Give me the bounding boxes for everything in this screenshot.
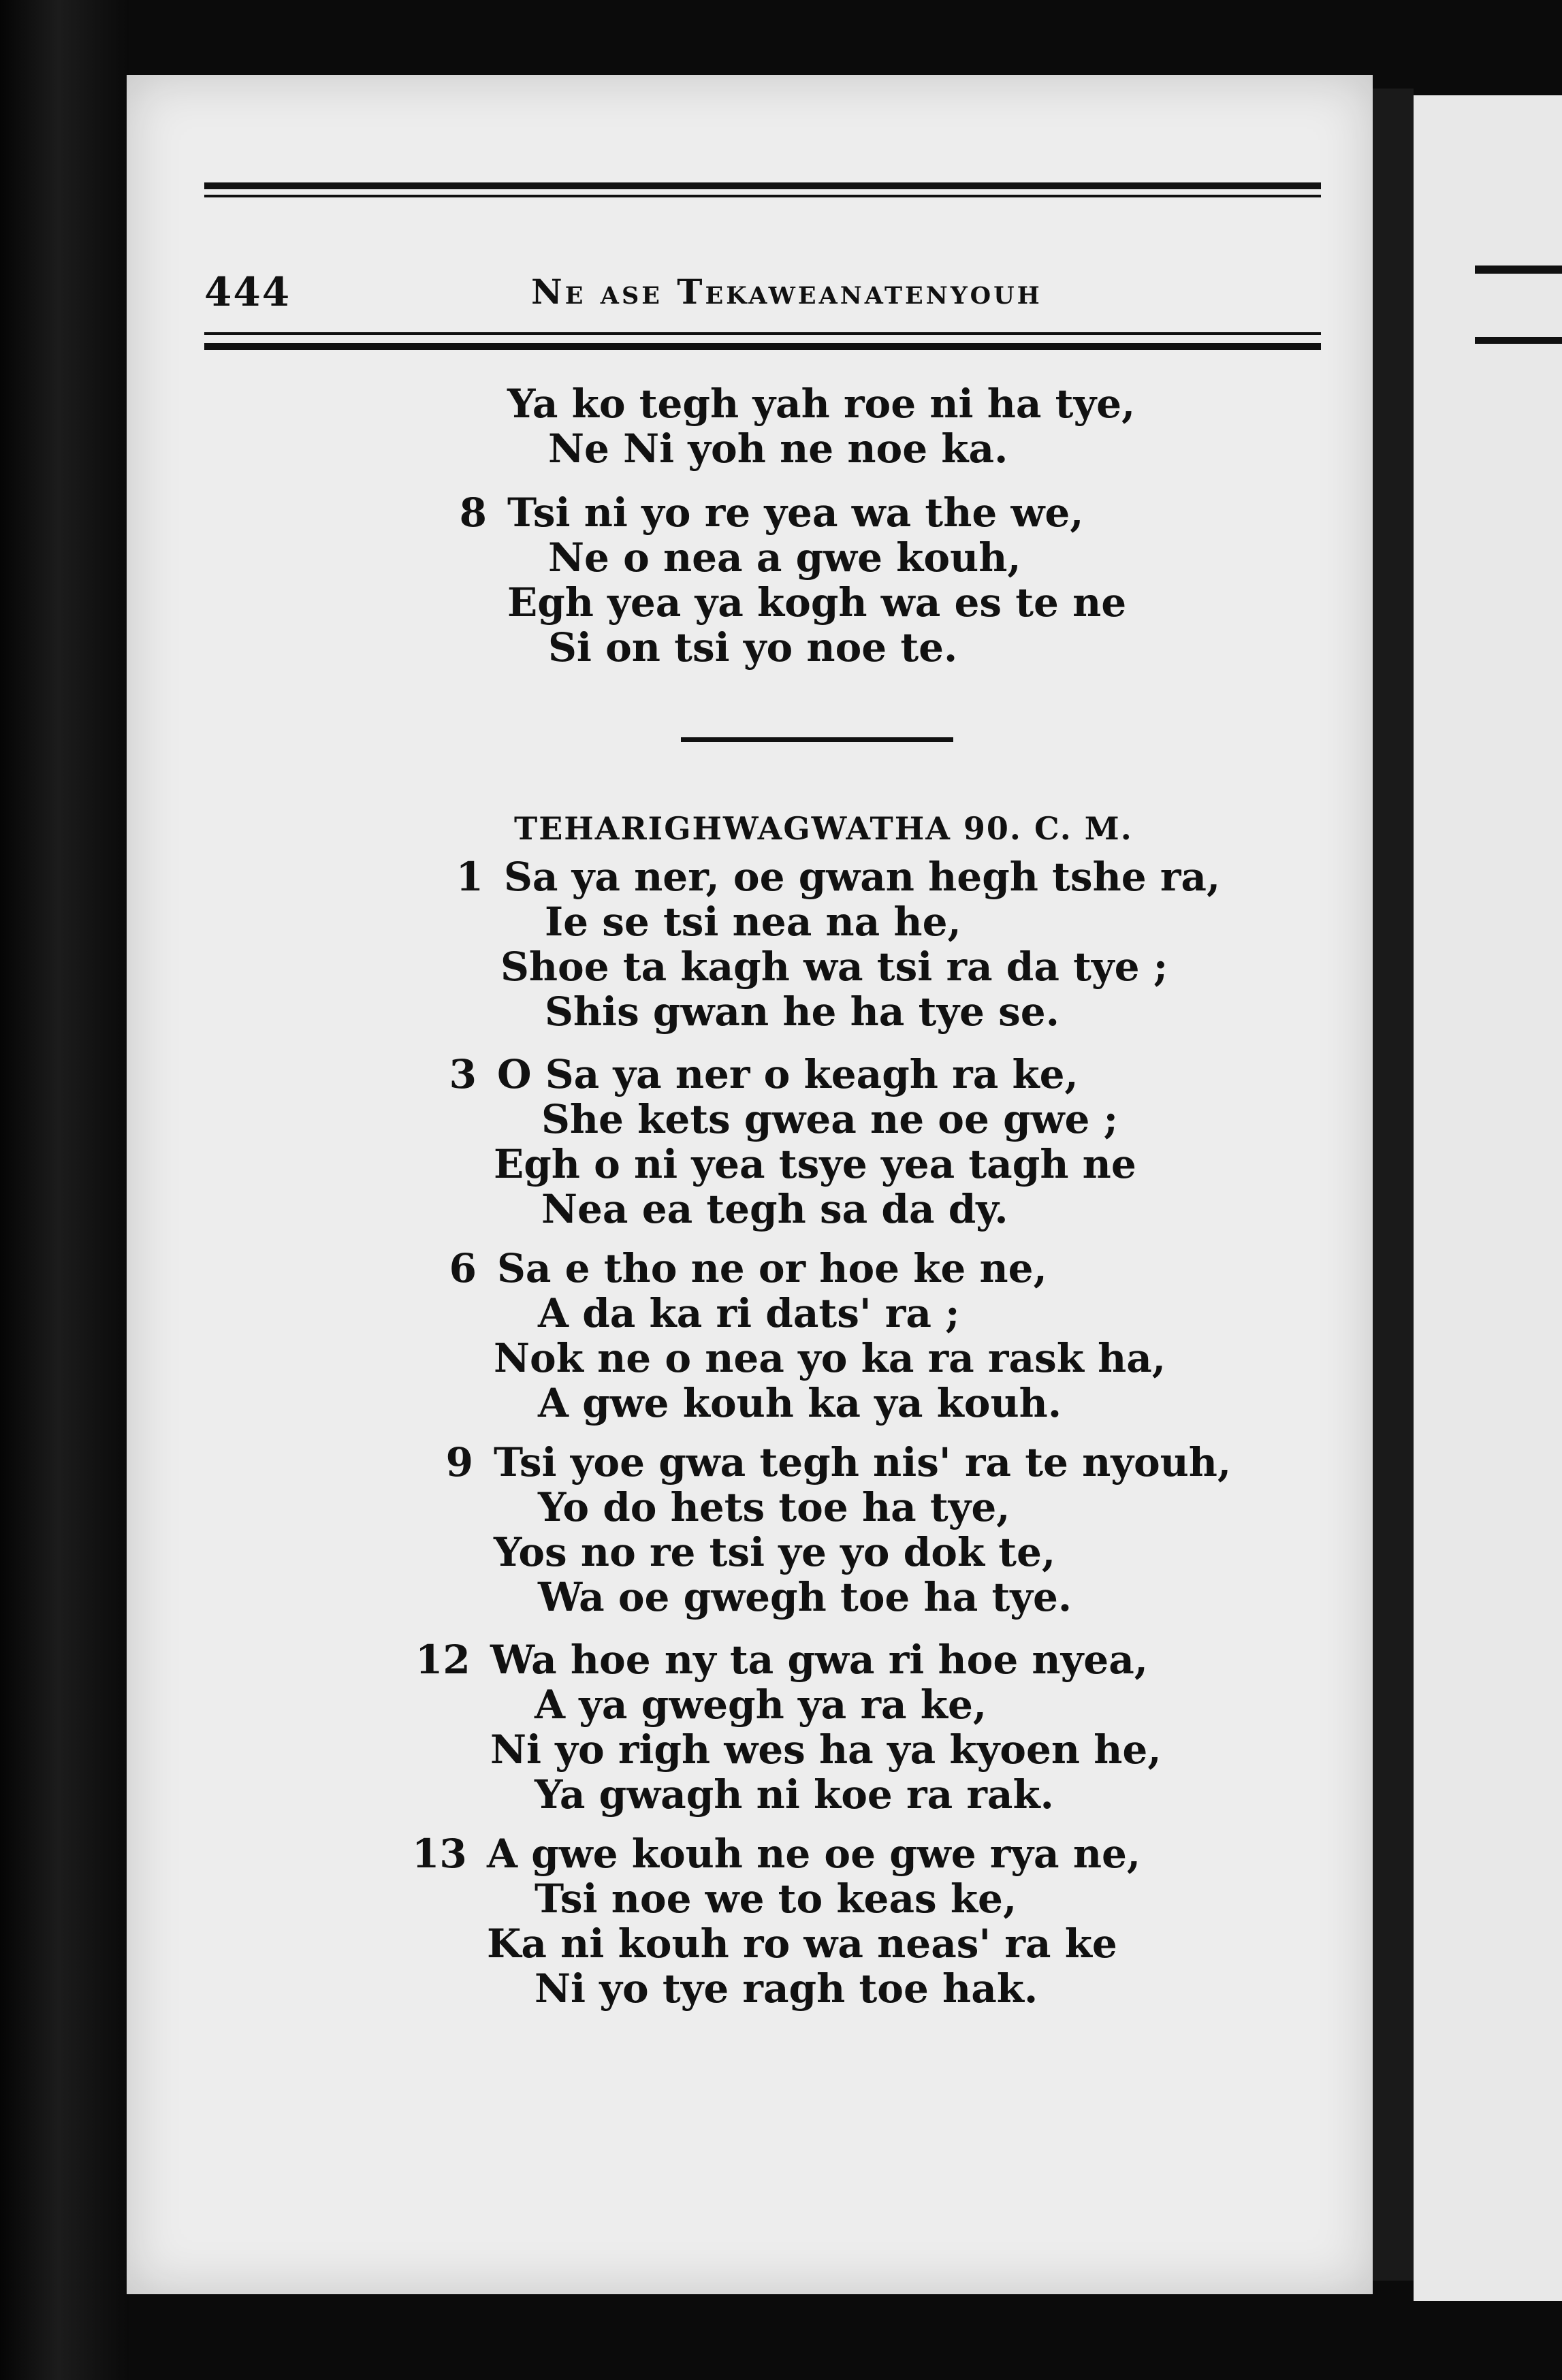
hymn-heading: TEHARIGHWAGWATHA 90. C. M. [514,810,1133,847]
verse-line: Egh o ni yea tsye yea tagh ne [494,1141,1136,1187]
verse-12 [409,1637,1239,1817]
verse-line: Tsi ni yo re yea wa the we, [507,489,1084,536]
verse-line: Shis gwan he ha tye se. [545,988,1059,1035]
verse-line: Shoe ta kagh wa tsi ra da tye ; [500,944,1168,990]
verse-8 [409,490,1239,670]
verse-line: Ne o nea a gwe kouh, [548,534,1021,581]
verse-line: Ya gwagh ni koe ra rak. [535,1771,1054,1818]
verse-1 [409,854,1239,1034]
verse-9 [409,1440,1239,1620]
verse-line: Ni yo tye ragh toe hak. [535,1965,1038,2012]
header-rule [204,343,1321,350]
verse-number: 12 [415,1637,471,1683]
verse-13 [409,1831,1239,2011]
continuation-verse [409,381,1239,471]
gutter-shadow [1373,89,1414,2281]
verse-line: Ne Ni yoh ne noe ka. [548,425,1008,472]
header-rule [204,182,1321,189]
header-rule [204,332,1321,335]
adjacent-page-edge [1414,95,1562,2301]
verse-line: Tsi noe we to keas ke, [535,1876,1017,1922]
verse-number: 1 [456,854,483,900]
verse-line: Yo do hets toe ha tye, [538,1484,1010,1530]
verse-6 [409,1246,1239,1426]
section-divider [681,737,953,742]
verse-line: Nea ea tegh sa da dy. [541,1186,1008,1232]
verse-line: Yos no re tsi ye yo dok te, [494,1529,1056,1575]
running-head [204,269,1321,323]
verse-line: Wa hoe ny ta gwa ri hoe nyea, [490,1637,1148,1683]
verse-line: Egh yea ya kogh wa es te ne [507,579,1127,626]
verse-line: She kets gwea ne oe gwe ; [541,1096,1119,1142]
verse-number: 8 [459,489,487,536]
verse-line: Nok ne o nea yo ka ra rask ha, [494,1335,1166,1381]
verse-line: A gwe kouh ne oe gwe rya ne, [487,1831,1141,1877]
verse-line: A ya gwegh ya ra ke, [535,1682,987,1728]
verse-line: Ka ni kouh ro wa neas' ra ke [487,1920,1117,1967]
verse-number: 9 [445,1439,473,1485]
page-number: 444 [204,269,291,315]
verse-line: A da ka ri dats' ra ; [538,1290,960,1336]
verse-line: Ya ko tegh yah roe ni ha tye, [507,381,1136,427]
verse-line: Sa e tho ne or hoe ke ne, [497,1245,1047,1291]
header-rule [204,195,1321,197]
adjacent-page-rule [1475,337,1562,344]
verse-number: 3 [449,1051,477,1097]
adjacent-page-rule [1475,266,1562,274]
verse-number: 13 [412,1831,467,1877]
verse-line: Sa ya ner, oe gwan hegh tshe ra, [504,854,1221,900]
verse-3 [409,1052,1239,1232]
verse-line: Wa oe gwegh toe ha tye. [538,1574,1072,1620]
verse-line: Ie se tsi nea na he, [545,899,961,945]
verse-line: Tsi yoe gwa tegh nis' ra te nyouh, [494,1439,1232,1485]
verse-line: A gwe kouh ka ya kouh. [538,1380,1062,1426]
scan-border-left [0,0,129,2380]
verse-line: Ni yo righ wes ha ya kyoen he, [490,1726,1162,1773]
verse-number: 6 [449,1245,477,1291]
verse-line: O Sa ya ner o keagh ra ke, [497,1051,1079,1097]
running-title: Ne ase Tekaweanatenyouh [531,272,1042,312]
verse-line: Si on tsi yo noe te. [548,624,958,671]
